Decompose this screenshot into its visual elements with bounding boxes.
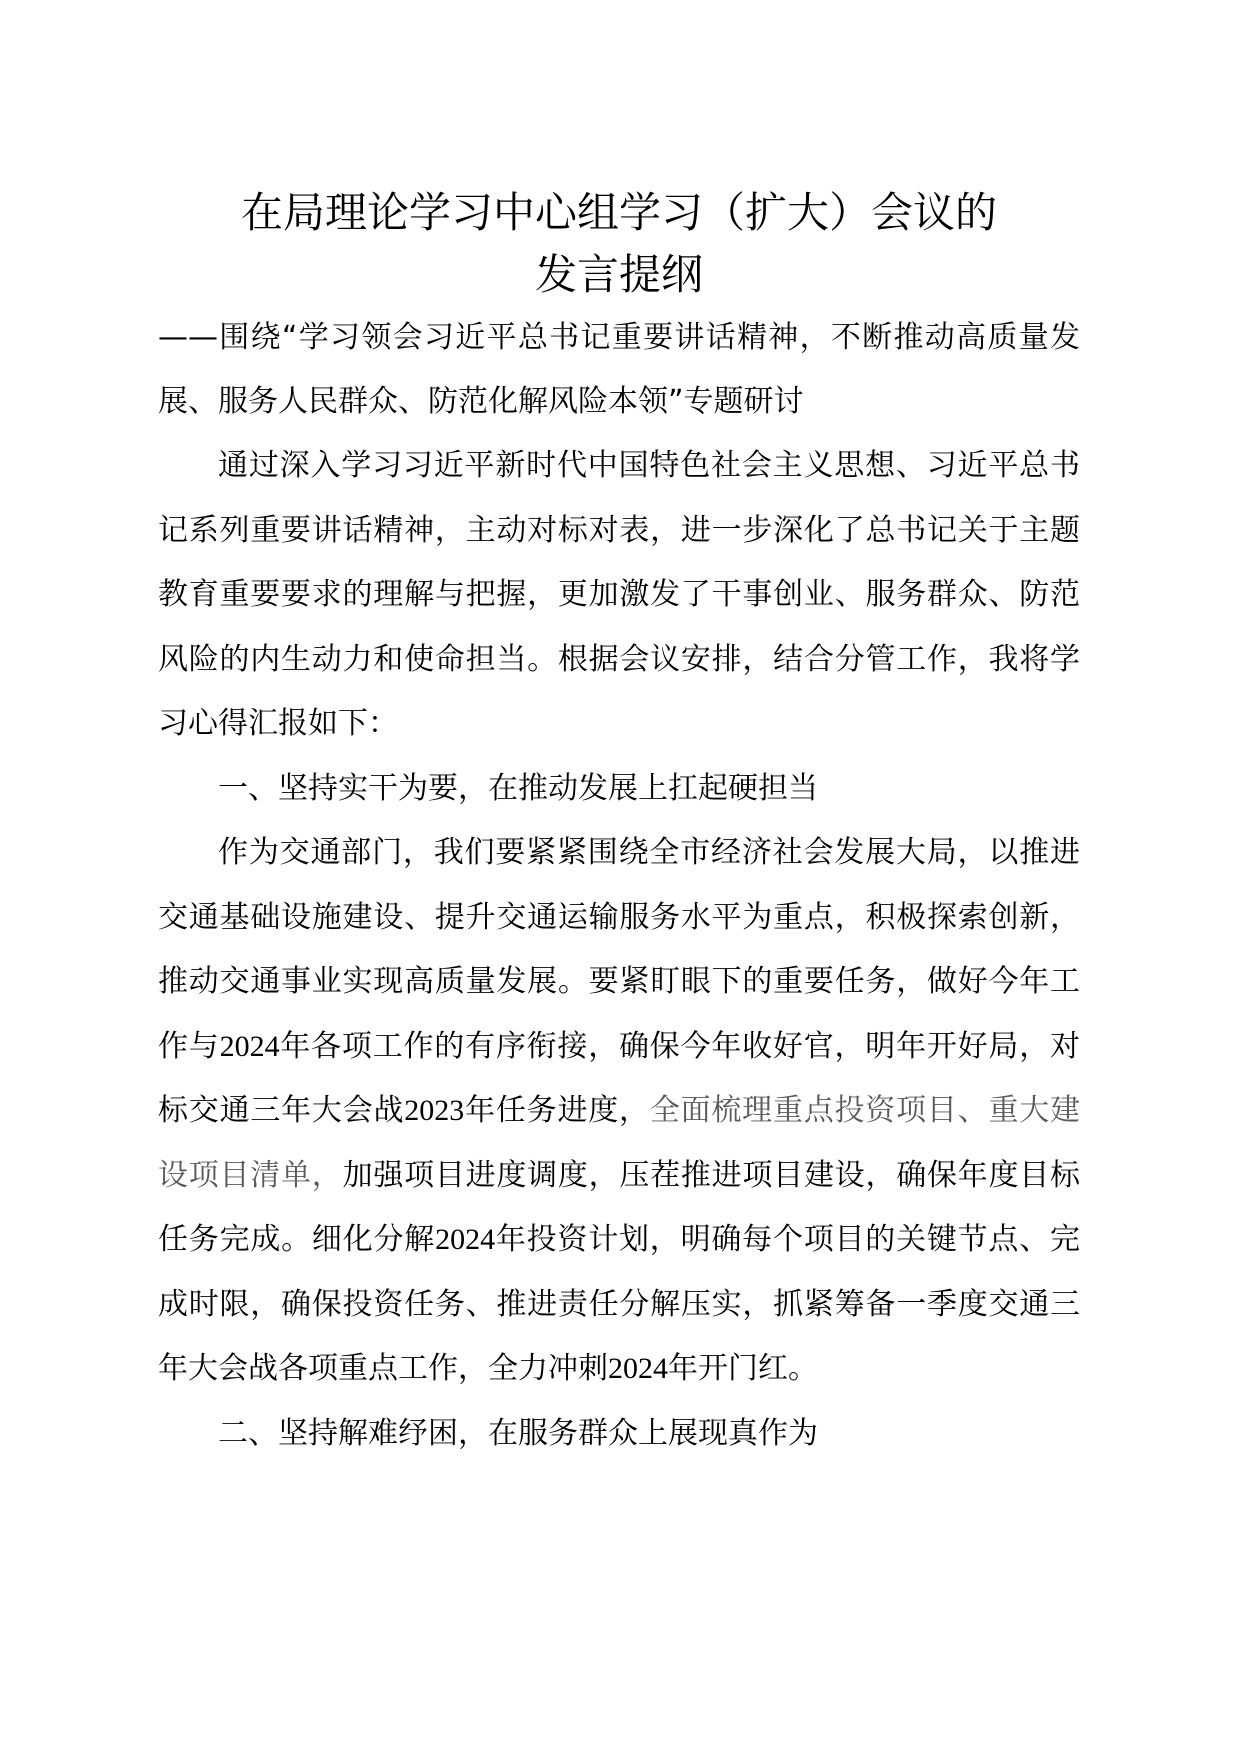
section-1-text-1: 作为交通部门，我们要紧紧围绕全市经济社会发展大局，以推进交通基础设施建设、提升交通运输服务水平为重点，积极探索创新，推动交通事业实现高质量发展。要紧盯眼下的重要任务，做好今年工作与 bbox=[158, 835, 1080, 1064]
section-1-text-6: 年开门红。 bbox=[668, 1351, 818, 1386]
year-2024-a: 2024 bbox=[219, 1029, 280, 1063]
section-1-text-5: 年投资计划，明确每个项目的关键节点、完成时限，确保投资任务、推进责任分解压实，抓紧筹备一季度交通三年大会战各项重点工作，全力冲刺 bbox=[158, 1222, 1081, 1386]
document-subtitle: ——围绕“学习领会习近平总书记重要讲话精神，不断推动高质量发展、服务人民群众、防范化解风险本领”专题研讨 bbox=[158, 320, 1080, 419]
section-1-heading: 一、坚持实干为要，在推动发展上扛起硬担当 bbox=[218, 770, 818, 806]
title-line-2: 发言提纲 bbox=[534, 250, 703, 299]
year-2024-c: 2024 bbox=[608, 1352, 668, 1385]
section-1-text-3: 年任务进度， bbox=[464, 1093, 650, 1128]
document-title bbox=[158, 182, 1080, 306]
section-1-paragraph bbox=[158, 821, 1080, 1402]
section-1-text-2: 年各项工作的有序衔接，确保今年收好官，明年开好局，对标交通三年大会战 bbox=[158, 1028, 1081, 1128]
intro-paragraph: 通过深入学习习近平新时代中国特色社会主义思想、习近平总书记系列重要讲话精神，主动对标对表，进一步深化了总书记关于主题教育重要要求的理解与把握，更加激发了干事创业、服务群众、防范风险的内生动力和使命担当。根据会议安排，结合分管工作，我将学习心得汇报如下： bbox=[158, 448, 1080, 741]
title-line-1: 在局理论学习中心组学习（扩大）会议的 bbox=[240, 188, 997, 237]
year-2023: 2023 bbox=[404, 1094, 465, 1127]
year-2024-b: 2024 bbox=[435, 1223, 496, 1256]
highlighted-gray-text: 全面梳理重点投资项目、重大建设项目清单， bbox=[158, 1093, 1081, 1193]
section-2-heading: 二、坚持解难纾困，在服务群众上展现真作为 bbox=[218, 1415, 818, 1451]
section-1-text-4: 加强项目进度调度，压茬推进项目建设，确保年度目标任务完成。细化分解 bbox=[158, 1157, 1081, 1257]
